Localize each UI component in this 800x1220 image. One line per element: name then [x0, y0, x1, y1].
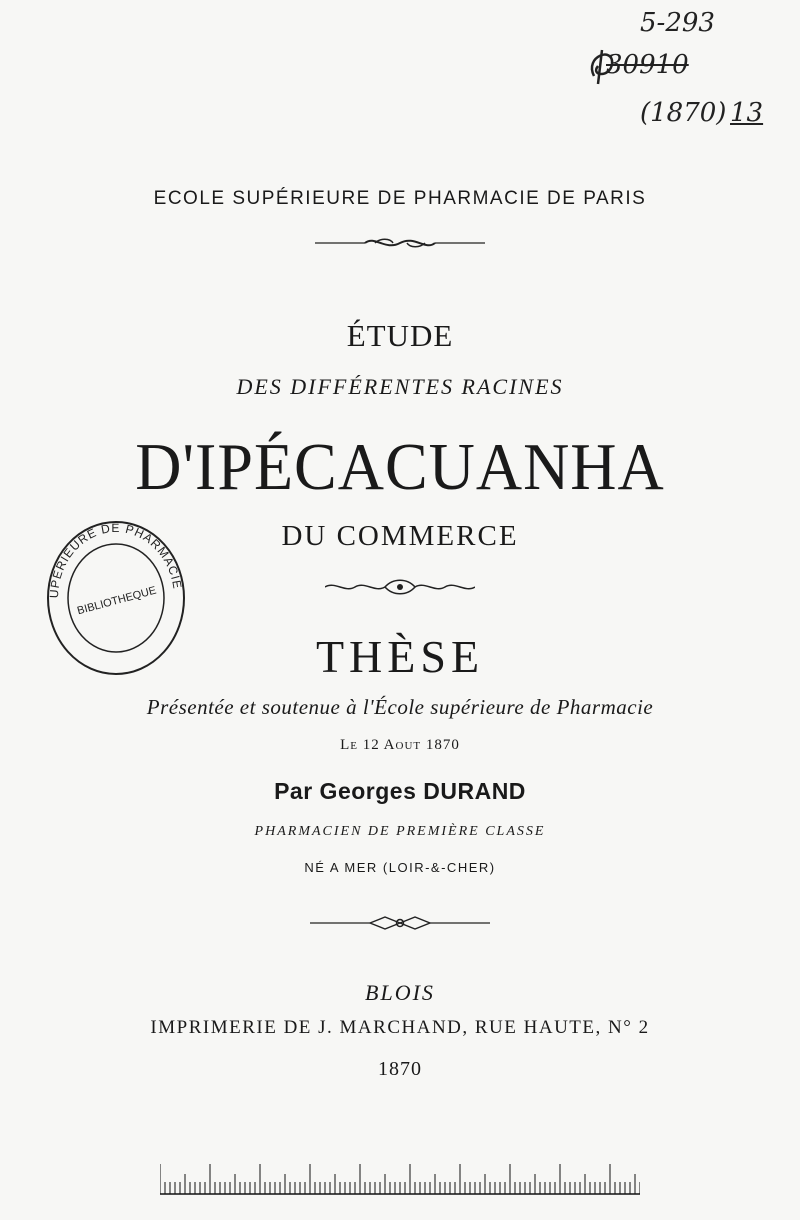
thesis-role: PHARMACIEN DE PREMIÈRE CLASSE: [254, 824, 546, 839]
thesis-label: THÈSE: [315, 631, 485, 682]
annotation-crossed-number: 30910: [606, 50, 689, 80]
title-etude: ÉTUDE: [346, 318, 454, 353]
title-main: D'IPÉCACUANHA: [135, 429, 665, 504]
scale-ruler: [160, 1163, 640, 1195]
thesis-author: Par Georges DURAND: [274, 778, 526, 804]
annotation-scribble-icon: [584, 46, 624, 91]
ornament-divider-top: [0, 235, 800, 256]
annotation-year: (1870): [640, 98, 727, 128]
thesis-date: Le 12 Aout 1870: [340, 737, 460, 753]
title-du-commerce: DU COMMERCE: [281, 520, 519, 552]
imprint-city: BLOIS: [365, 980, 435, 1005]
thesis-born: NÉ A MER (LOIR-&-CHER): [304, 860, 496, 875]
title-subtitle: DES DIFFÉRENTES RACINES: [236, 374, 564, 399]
annotation-number: 13: [730, 98, 764, 128]
svg-text:BIBLIOTHEQUE: BIBLIOTHEQUE: [75, 584, 158, 618]
imprint-printer: IMPRIMERIE DE J. MARCHAND, RUE HAUTE, N° 2: [150, 1017, 650, 1038]
imprint-year: 1870: [378, 1058, 422, 1080]
svg-text:ECOLE SUPERIEURE DE PHARMACIE: UPERIEURE DE PHARMACIE: [46, 520, 185, 599]
ornament-divider-bottom: [0, 914, 800, 937]
thesis-presented: Présentée et soutenue à l'École supérieure de Pharmacie: [146, 695, 654, 719]
school-heading: ECOLE SUPÉRIEURE DE PHARMACIE DE PARIS: [153, 188, 647, 209]
annotation-shelfmark: 5-293: [640, 8, 715, 38]
